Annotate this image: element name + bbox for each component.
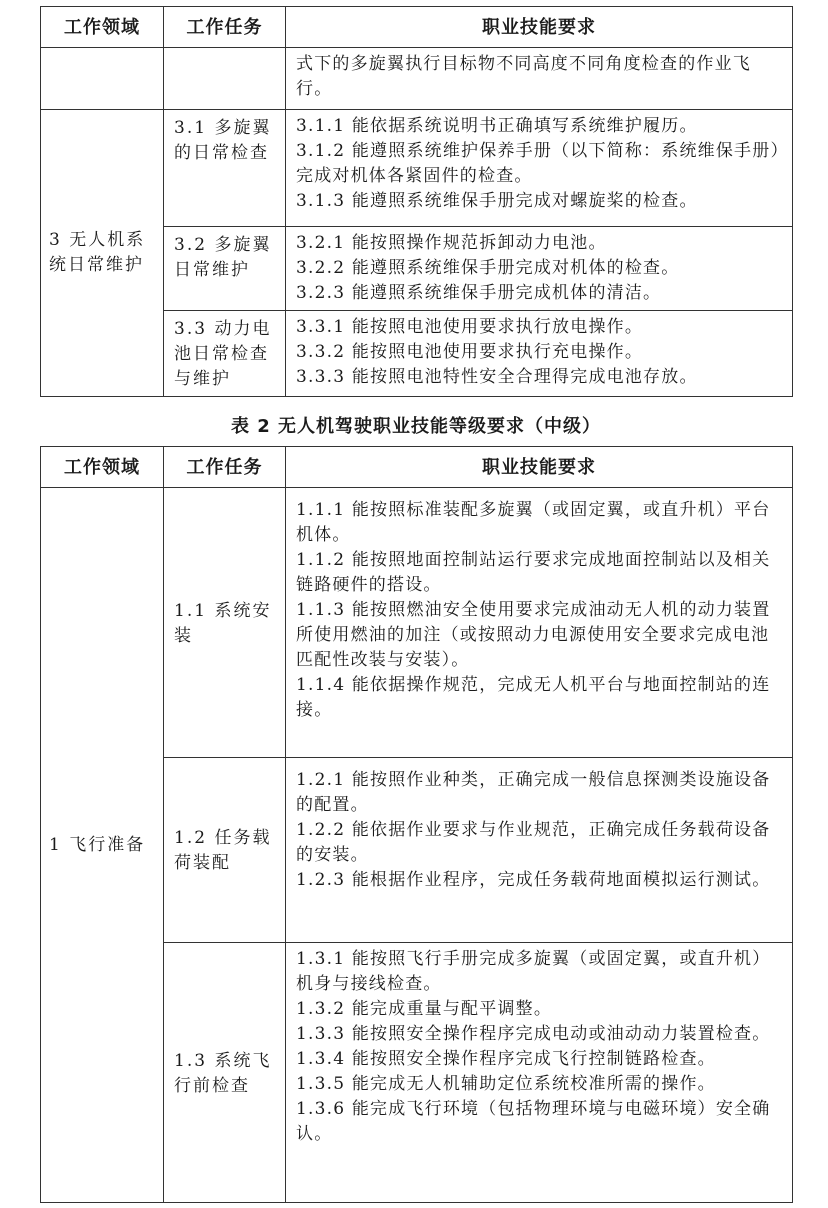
work-task-cell: 3.3 动力电池日常检查与维护 bbox=[164, 311, 286, 397]
header-work-task: 工作任务 bbox=[164, 447, 286, 488]
requirement-item: 1.2.3 能根据作业程序，完成任务载荷地面模拟运行测试。 bbox=[296, 870, 771, 890]
header-skill-requirements: 职业技能要求 bbox=[286, 7, 793, 48]
header-skill-requirements: 职业技能要求 bbox=[286, 447, 793, 488]
requirement-item: 1.1.3 能按照燃油安全使用要求完成油动无人机的动力装置所使用燃油的加注（或按照动力电源使用安全要求完成电池匹配性改装与安装）。 bbox=[296, 600, 771, 670]
requirement-item: 1.1.1 能按照标准装配多旋翼（或固定翼，或直升机）平台机体。 bbox=[296, 500, 771, 545]
table-caption: 表 2 无人机驾驶职业技能等级要求（中级） bbox=[230, 416, 602, 437]
requirements-cell bbox=[286, 110, 793, 227]
requirements-cell bbox=[286, 758, 793, 943]
table-header-row bbox=[41, 7, 793, 48]
header-work-area: 工作领域 bbox=[41, 7, 164, 48]
work-area-cell: 3 无人机系统日常维护 bbox=[41, 110, 164, 397]
requirements-cell bbox=[286, 488, 793, 758]
requirement-item: 3.3.3 能按照电池特性安全合理得完成电池存放。 bbox=[296, 367, 698, 387]
skills-table-intermediate bbox=[40, 446, 793, 1203]
table-row bbox=[41, 110, 793, 227]
work-task-cell: 1.1 系统安装 bbox=[164, 488, 286, 758]
requirement-item: 3.3.2 能按照电池使用要求执行充电操作。 bbox=[296, 342, 644, 362]
requirement-item: 3.3.1 能按照电池使用要求执行放电操作。 bbox=[296, 317, 644, 337]
requirement-item: 1.3.5 能完成无人机辅助定位系统校准所需的操作。 bbox=[296, 1074, 716, 1094]
requirement-item: 3.2.2 能遵照系统维保手册完成对机体的检查。 bbox=[296, 258, 680, 278]
requirement-item: 1.3.3 能按照安全操作程序完成电动或油动动力装置检查。 bbox=[296, 1024, 771, 1044]
continued-requirement: 式下的多旋翼执行目标物不同高度不同角度检查的作业飞行。 bbox=[286, 48, 793, 110]
table-header-row bbox=[41, 447, 793, 488]
skills-table-continued bbox=[40, 6, 793, 397]
empty-area-cell bbox=[41, 48, 164, 110]
requirement-item: 1.3.6 能完成飞行环境（包括物理环境与电磁环境）安全确认。 bbox=[296, 1099, 771, 1144]
table-row bbox=[41, 48, 793, 110]
header-work-task: 工作任务 bbox=[164, 7, 286, 48]
requirement-item: 3.1.1 能依据系统说明书正确填写系统维护履历。 bbox=[296, 116, 698, 136]
requirement-item: 3.1.3 能遵照系统维保手册完成对螺旋桨的检查。 bbox=[296, 191, 698, 211]
requirement-item: 1.3.4 能按照安全操作程序完成飞行控制链路检查。 bbox=[296, 1049, 716, 1069]
requirements-cell bbox=[286, 227, 793, 311]
requirements-cell bbox=[286, 943, 793, 1203]
requirement-item: 3.2.3 能遵照系统维保手册完成机体的清洁。 bbox=[296, 283, 662, 303]
work-area-cell: 1 飞行准备 bbox=[41, 488, 164, 1203]
requirement-item: 1.1.2 能按照地面控制站运行要求完成地面控制站以及相关链路硬件的搭设。 bbox=[296, 550, 771, 595]
requirement-item: 3.1.2 能遵照系统维护保养手册（以下简称：系统维保手册）完成对机体各紧固件的检查。 bbox=[296, 141, 781, 186]
requirements-cell bbox=[286, 311, 793, 397]
work-task-cell: 1.3 系统飞行前检查 bbox=[164, 943, 286, 1203]
header-work-area: 工作领域 bbox=[41, 447, 164, 488]
work-task-cell: 3.2 多旋翼日常维护 bbox=[164, 227, 286, 311]
requirement-item: 1.3.1 能按照飞行手册完成多旋翼（或固定翼，或直升机）机身与接线检查。 bbox=[296, 949, 771, 994]
requirement-item: 1.2.2 能依据作业要求与作业规范，正确完成任务载荷设备的安装。 bbox=[296, 820, 771, 865]
requirement-item: 3.2.1 能按照操作规范拆卸动力电池。 bbox=[296, 233, 607, 253]
requirement-item: 1.3.2 能完成重量与配平调整。 bbox=[296, 999, 553, 1019]
work-task-cell: 3.1 多旋翼的日常检查 bbox=[164, 110, 286, 227]
requirement-item: 1.1.4 能依据操作规范，完成无人机平台与地面控制站的连接。 bbox=[296, 675, 771, 720]
empty-task-cell bbox=[164, 48, 286, 110]
work-task-cell: 1.2 任务载荷装配 bbox=[164, 758, 286, 943]
requirement-item: 1.2.1 能按照作业种类，正确完成一般信息探测类设施设备的配置。 bbox=[296, 770, 771, 815]
table-row bbox=[41, 488, 793, 758]
